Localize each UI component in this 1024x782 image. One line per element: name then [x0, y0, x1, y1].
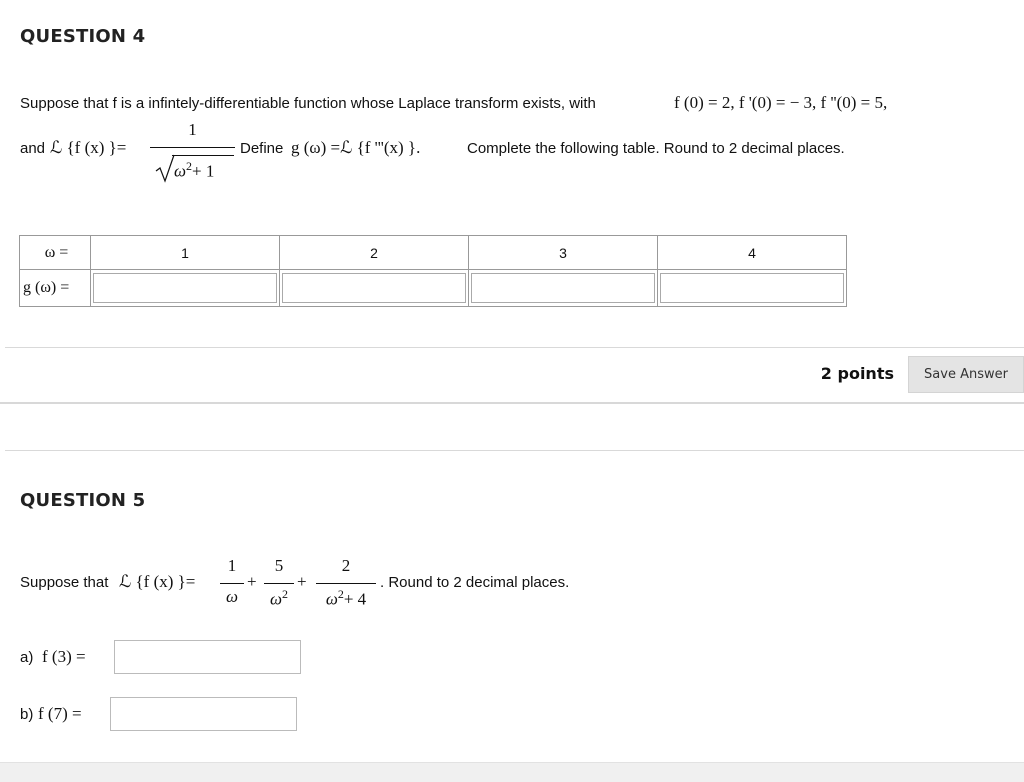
q4-instructions: Complete the following table. Round to 2 decimal places. [467, 140, 845, 157]
question-5-title: QUESTION 5 [20, 490, 146, 511]
g-omega-1-input[interactable] [93, 273, 277, 303]
term1-bar [220, 583, 244, 584]
g-cell-3 [469, 270, 658, 307]
bottom-footer-band [0, 762, 1024, 782]
q4-and-label: and [20, 140, 46, 157]
fraction-numerator: 1 [188, 120, 197, 139]
f7-answer-input[interactable] [110, 697, 297, 731]
q4-initial-conditions: f (0) = 2, f '(0) = − 3, f ''(0) = 5, [674, 93, 888, 112]
q4-laplace-fraction [150, 120, 235, 188]
q5-suppose-label: Suppose that [20, 574, 109, 591]
part-a-expression: f (3) = [42, 647, 86, 666]
omega-row-label: ω = [20, 236, 91, 270]
term2-numerator: 5 [274, 556, 284, 575]
term1-numerator: 1 [227, 556, 237, 575]
term2-denominator: $\omega^2$ [269, 587, 288, 609]
q5-term3-fraction [316, 556, 376, 610]
g-omega-4-input[interactable] [660, 273, 844, 303]
omega-value-3: 3 [469, 236, 658, 270]
f3-answer-input[interactable] [114, 640, 301, 674]
q4-footer-divider [5, 347, 1024, 348]
term1-denominator: ω [225, 587, 238, 606]
g-cell-4 [658, 270, 847, 307]
fraction-bar [150, 147, 235, 148]
g-cell-2 [280, 270, 469, 307]
term2-bar [264, 583, 294, 584]
q4-intro-text: Suppose that f is a infintely-differentiable function whose Laplace transform exists, with [20, 95, 596, 112]
sqrt-overline [172, 155, 234, 156]
omega-value-2: 2 [280, 236, 469, 270]
q5-round-instruction: . Round to 2 decimal places. [380, 574, 570, 591]
term3-denominator: $\omega^2+ 4$ [325, 587, 367, 609]
save-answer-button[interactable]: Save Answer [908, 356, 1024, 393]
q5-top-divider [5, 450, 1024, 451]
part-b-label: b) [20, 706, 34, 723]
g-omega-2-input[interactable] [282, 273, 466, 303]
g-cell-1 [91, 270, 280, 307]
question-separator [0, 402, 1024, 404]
omega-value-4: 4 [658, 236, 847, 270]
plus-sign-2: + [297, 572, 307, 591]
g-omega-3-input[interactable] [471, 273, 655, 303]
part-b-expression: f (7) = [38, 704, 82, 723]
q4-points: 2 points [820, 364, 894, 383]
q4-g-definition: g (ω) =ℒ {f '''(x) }. [291, 138, 421, 157]
table-input-row [20, 270, 847, 307]
q4-define-label: Define [240, 140, 284, 157]
q4-answer-table [19, 235, 847, 307]
q5-laplace-lhs: ℒ {f (x) }= [119, 572, 196, 591]
sqrt-icon [154, 153, 176, 183]
plus-sign-1: + [247, 572, 257, 591]
fraction-denominator: $\omega^2+ 1$ [174, 159, 215, 181]
term3-bar [316, 583, 376, 584]
term3-numerator: 2 [341, 556, 351, 575]
q4-laplace-lhs: ℒ {f (x) }= [50, 138, 127, 157]
g-omega-row-label: g (ω) = [20, 270, 91, 307]
q5-term2-fraction [264, 556, 294, 610]
q5-term1-fraction [220, 556, 244, 610]
table-header-row [20, 236, 847, 270]
part-a-label: a) [20, 649, 34, 666]
question-4-title: QUESTION 4 [20, 26, 146, 47]
omega-value-1: 1 [91, 236, 280, 270]
